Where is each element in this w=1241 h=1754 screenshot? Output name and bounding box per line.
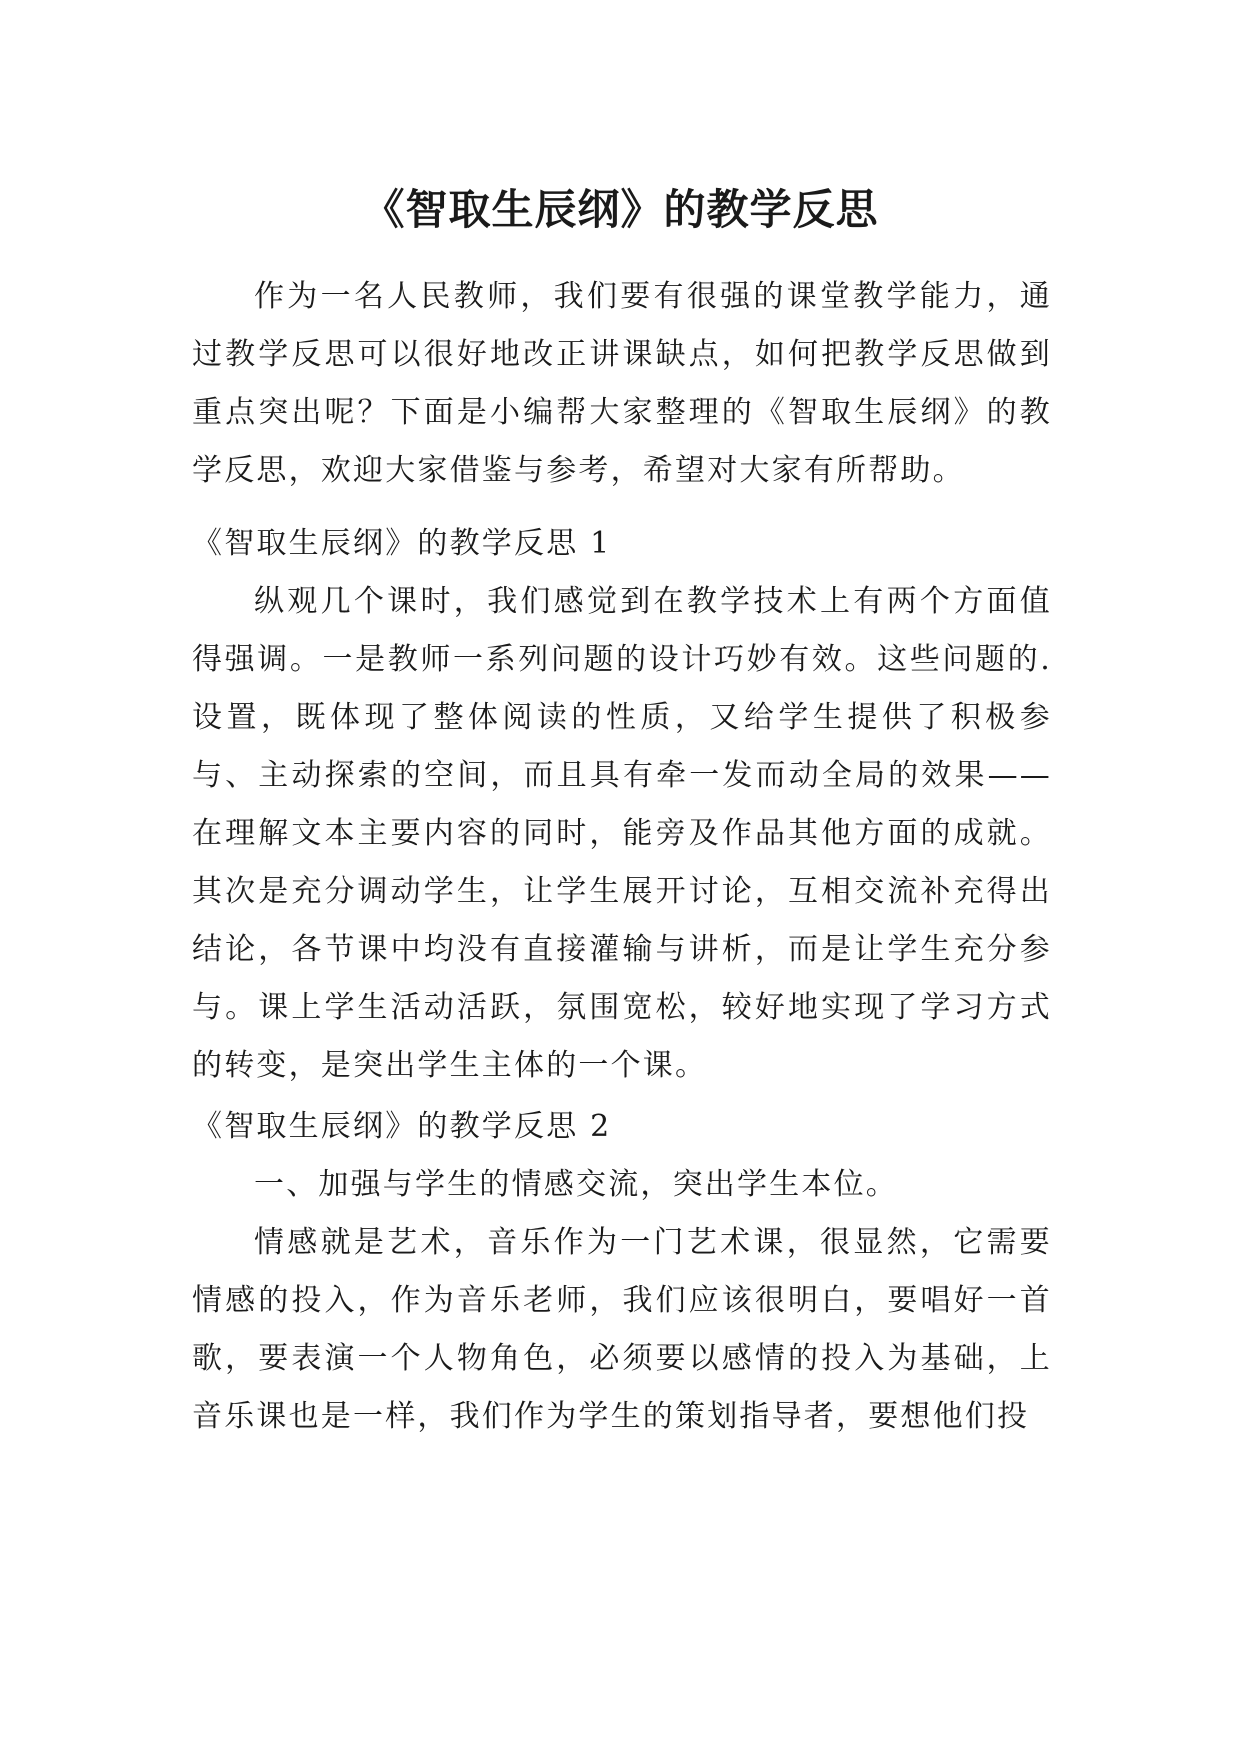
section-2-heading: 《智取生辰纲》的教学反思 2 [192,1109,612,1144]
section-2 [192,1098,1052,1446]
section-1-paragraph: 纵观几个课时，我们感觉到在教学技术上有两个方面值得强调。一是教师一系列问题的设计巧妙有效。这些问题的.设置，既体现了整体阅读的性质，又给学生提供了积极参与、主动探索的空间，而且具有牵一发而动全局的效果——在理解文本主要内容的同时，能旁及作品其他方面的成就。其次是充分调动学生，让学生展开讨论，互相交流补充得出结论，各节课中均没有直接灌输与讲析，而是让学生充分参与。课上学生活动活跃，氛围宽松，较好地实现了学习方式的转变，是突出学生主体的一个课。 [192,584,1052,1083]
intro-paragraph: 作为一名人民教师，我们要有很强的课堂教学能力，通过教学反思可以很好地改正讲课缺点，如何把教学反思做到重点突出呢？下面是小编帮大家整理的《智取生辰纲》的教学反思，欢迎大家借鉴与参考，希望对大家有所帮助。 [192,279,1052,488]
section-1-heading: 《智取生辰纲》的教学反思 1 [192,526,612,561]
section-2-paragraph-1: 一、加强与学生的情感交流，突出学生本位。 [254,1167,898,1202]
section-2-paragraph-2: 情感就是艺术，音乐作为一门艺术课，很显然，它需要情感的投入，作为音乐老师，我们应该很明白，要唱好一首歌，要表演一个人物角色，必须要以感情的投入为基础，上音乐课也是一样，我们作为学生的策划指导者，要想他们投 [192,1225,1052,1434]
section-1 [192,515,1052,1095]
page-title: 《智取生辰纲》的教学反思 [362,185,879,235]
intro-block [192,268,1052,500]
